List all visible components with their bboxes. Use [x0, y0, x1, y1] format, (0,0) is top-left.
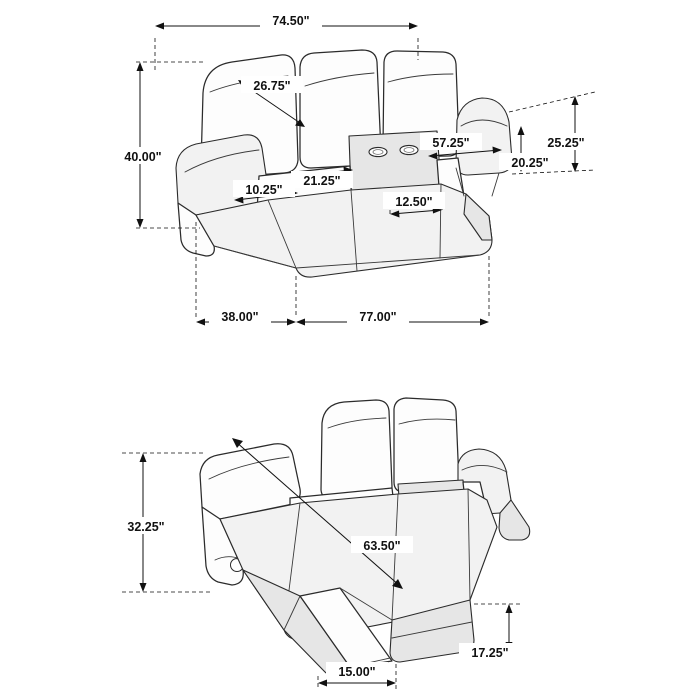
dimension-label-reclined-depth-diagonal: 63.50" — [363, 539, 401, 553]
dimension-label-base-total-width: 77.00" — [359, 310, 397, 324]
dimension-label-footrest-width: 15.00" — [338, 665, 376, 679]
dimension-label-reclined-height: 32.25" — [127, 520, 165, 534]
dimension-label-arm-height-right: 25.25" — [547, 136, 585, 150]
dimension-label-seat-back-height: 26.75" — [253, 79, 291, 93]
dimension-label-footrest-height: 17.25" — [471, 646, 509, 660]
dimension-label-seat-width: 21.25" — [303, 174, 341, 188]
dimension-label-console-width: 12.50" — [395, 195, 433, 209]
top-view-sofa-illustration — [176, 50, 512, 277]
dimension-label-seat-height-right: 20.25" — [511, 156, 549, 170]
dimension-label-overall-width-top: 74.50" — [272, 14, 310, 28]
dimension-label-console-depth: 57.25" — [432, 136, 470, 150]
dimension-label-arm-width: 10.25" — [245, 183, 283, 197]
dimension-label-overall-height-left: 40.00" — [124, 150, 162, 164]
dimension-label-base-left-width: 38.00" — [221, 310, 259, 324]
